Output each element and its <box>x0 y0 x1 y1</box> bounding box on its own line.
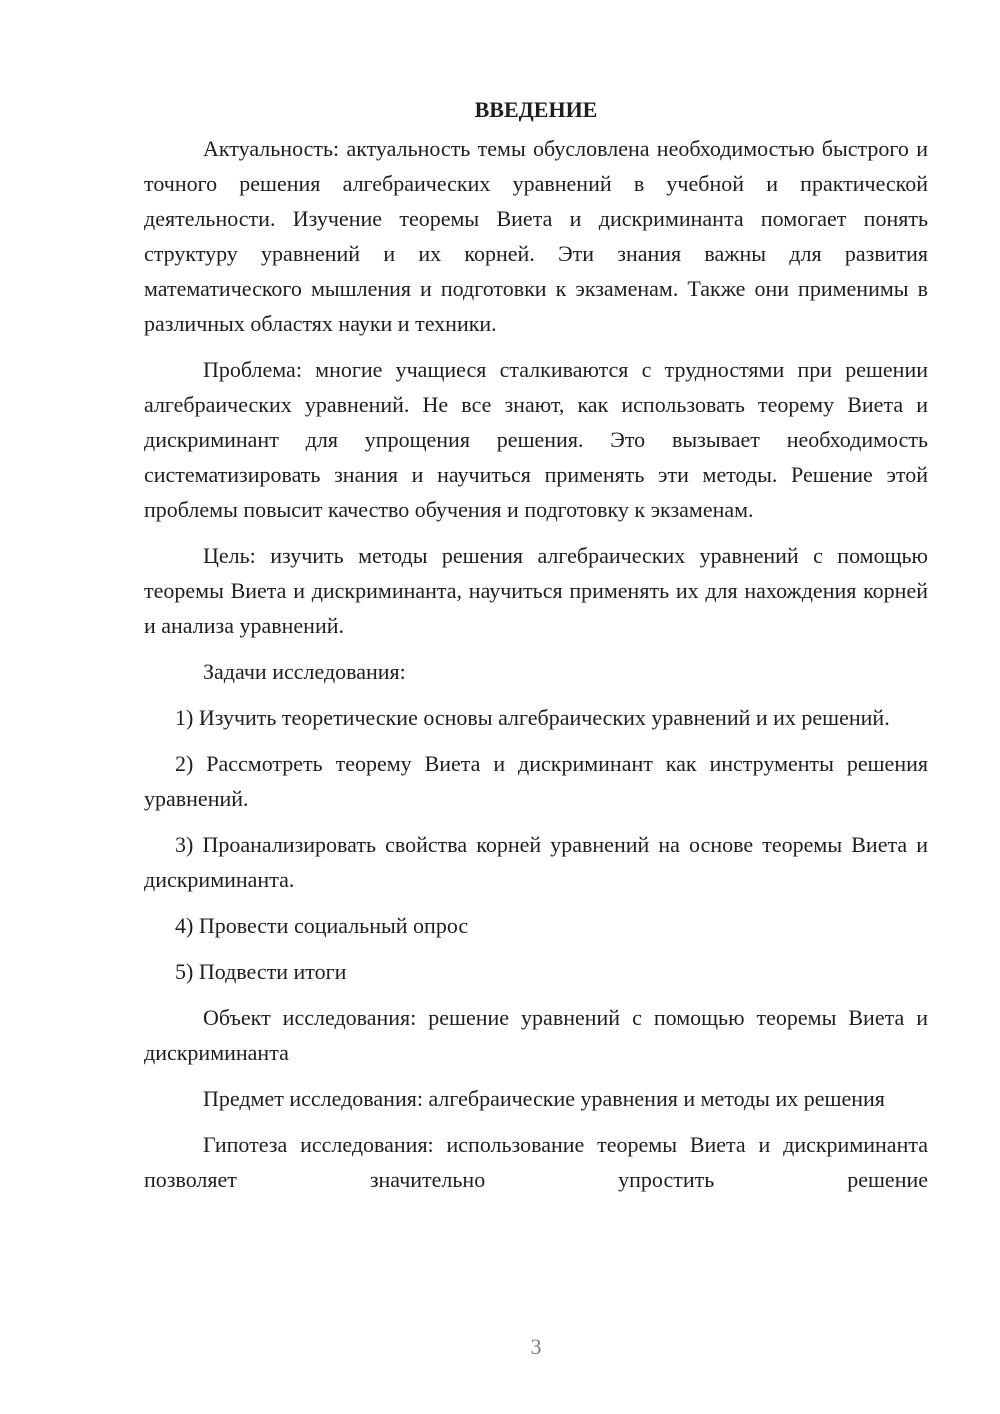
paragraph-relevance: Актуальность: актуальность темы обусловлена необходимостью быстрого и точного решения алгебраических уравнений в учебной и практической деятельности. Изучение теоремы Виета и дискриминанта помогает понять структуру уравнений и их корней. Эти знания важны для развития математического мышления и подготовки к экзаменам. Также они применимы в различных областях науки и техники. <box>144 136 928 336</box>
task-item-3: 3) Проанализировать свойства корней уравнений на основе теоремы Виета и дискриминанта. <box>144 832 928 892</box>
task-item-1: 1) Изучить теоретические основы алгебраических уравнений и их решений. <box>175 705 890 730</box>
paragraph-hypothesis: Гипотеза исследования: использование теоремы Виета и дискриминанта позволяет значительно упростить решение <box>144 1132 928 1192</box>
page-title: ВВЕДЕНИЕ <box>474 97 598 122</box>
task-item-4: 4) Провести социальный опрос <box>175 913 469 938</box>
paragraph-goal: Цель: изучить методы решения алгебраических уравнений с помощью теоремы Виета и дискриминанта, научиться применять их для нахождения корней и анализа уравнений. <box>144 543 928 638</box>
paragraph-problem: Проблема: многие учащиеся сталкиваются с трудностями при решении алгебраических уравнений. Не все знают, как использовать теорему Виета и дискриминант для упрощения решения. Это вызывает необходимость систематизировать знания и научиться применять эти методы. Решение этой проблемы повысит качество обучения и подготовку к экзаменам. <box>144 357 928 522</box>
paragraph-object: Объект исследования: решение уравнений с помощью теоремы Виета и дискриминанта <box>144 1005 928 1065</box>
task-item-2: 2) Рассмотреть теорему Виета и дискриминант как инструменты решения уравнений. <box>144 751 928 811</box>
task-item-5: 5) Подвести итоги <box>175 959 347 984</box>
paragraph-tasks-heading: Задачи исследования: <box>203 659 406 684</box>
page-content <box>144 92 928 1197</box>
page-number: 3 <box>530 1334 542 1359</box>
paragraph-subject: Предмет исследования: алгебраические уравнения и методы их решения <box>203 1086 885 1111</box>
